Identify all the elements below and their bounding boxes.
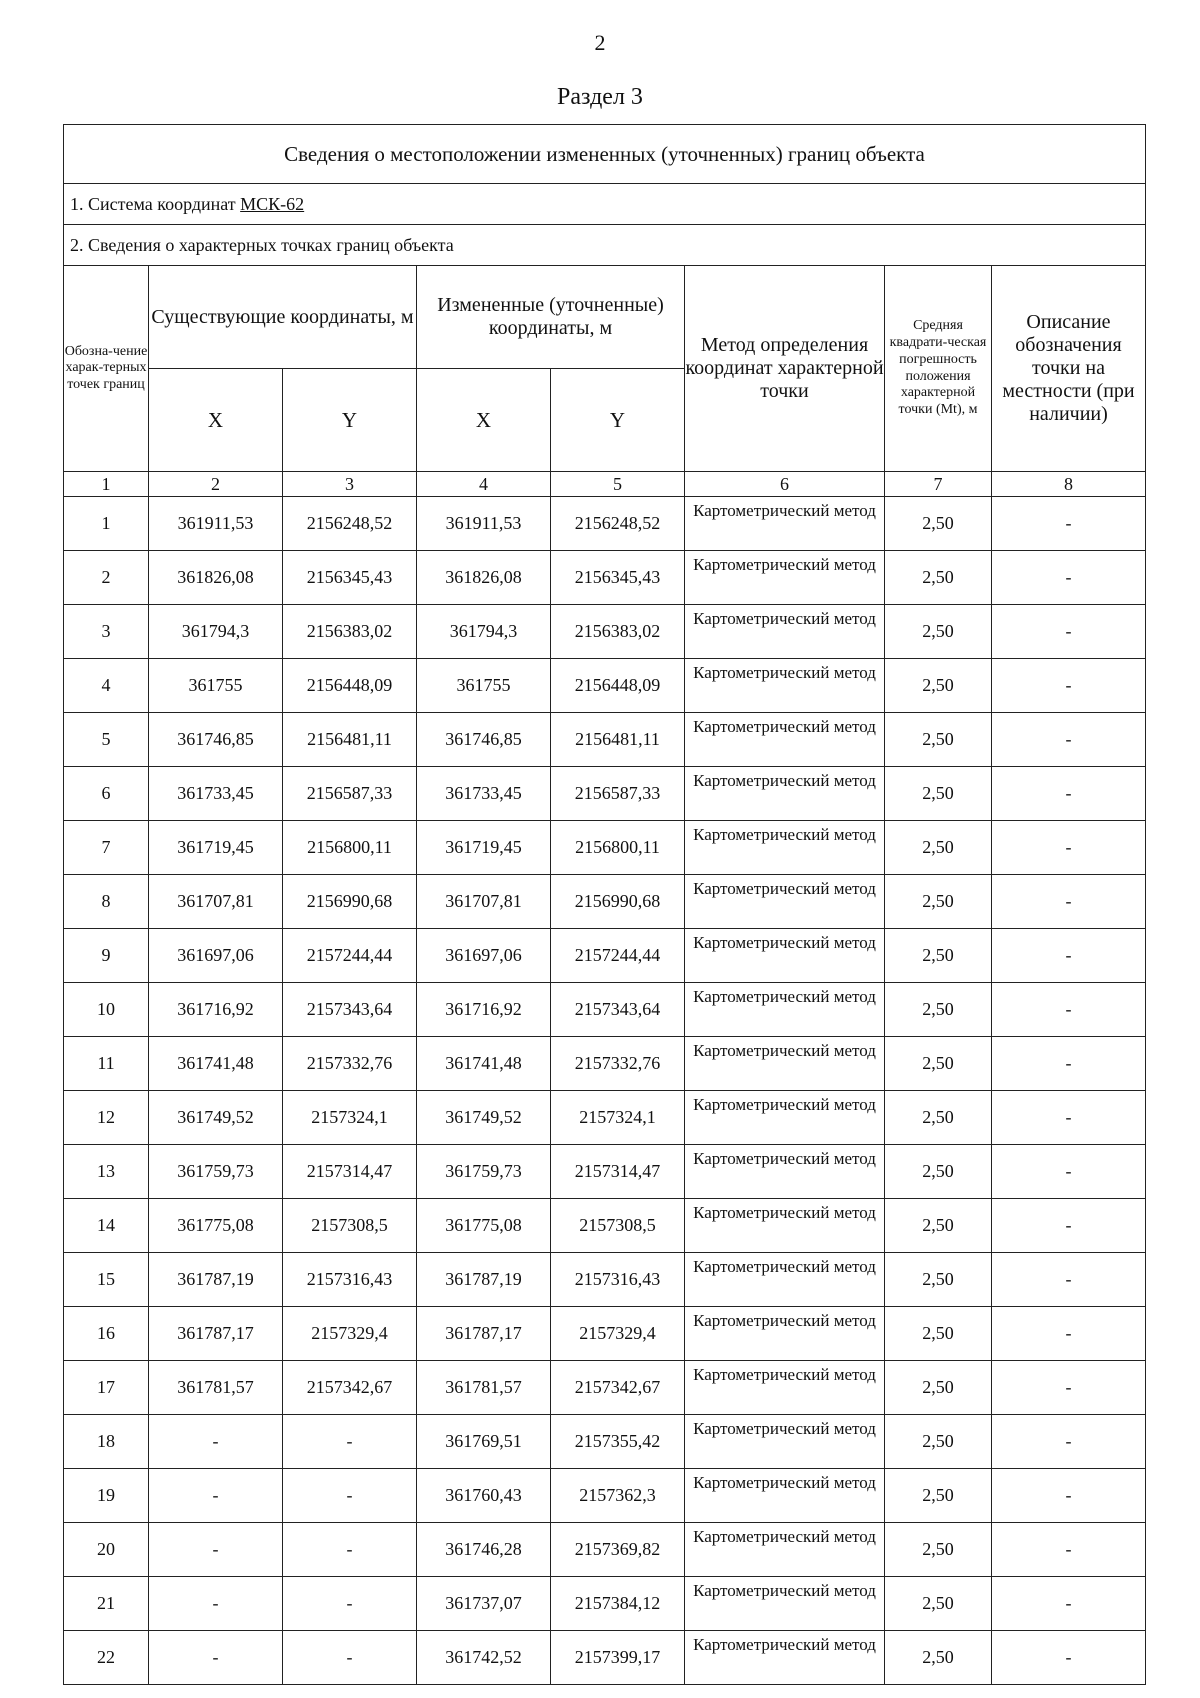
cell-mt: 2,50 [885, 1469, 992, 1523]
cell-point-id: 9 [64, 929, 149, 983]
cell-method: Картометрический метод [685, 875, 885, 929]
column-number: 4 [417, 472, 551, 497]
cell-point-id: 14 [64, 1199, 149, 1253]
section-title: Раздел 3 [557, 84, 643, 110]
table-row [64, 605, 1146, 659]
cell-mt: 2,50 [885, 1037, 992, 1091]
cell-changed-y: 2157314,47 [551, 1145, 685, 1199]
cell-existing-x: 361794,3 [149, 605, 283, 659]
cell-description: - [992, 1415, 1146, 1469]
cell-existing-x: 361733,45 [149, 767, 283, 821]
header-description: Описание обозначения точки на местности (при наличии) [992, 266, 1146, 472]
cell-changed-x: 361746,28 [417, 1523, 551, 1577]
cell-changed-y: 2156990,68 [551, 875, 685, 929]
cell-description: - [992, 929, 1146, 983]
cell-point-id: 6 [64, 767, 149, 821]
cell-existing-y: 2157316,43 [283, 1253, 417, 1307]
cell-existing-x: 361749,52 [149, 1091, 283, 1145]
header-designation: Обозна-чение харак-терных точек границ [64, 266, 149, 472]
cell-mt: 2,50 [885, 605, 992, 659]
cell-changed-y: 2156448,09 [551, 659, 685, 713]
cell-method: Картометрический метод [685, 551, 885, 605]
cell-existing-y: 2157308,5 [283, 1199, 417, 1253]
cell-changed-x: 361787,19 [417, 1253, 551, 1307]
cell-description: - [992, 1361, 1146, 1415]
cell-changed-y: 2157399,17 [551, 1631, 685, 1685]
cell-existing-x: 361775,08 [149, 1199, 283, 1253]
cell-changed-y: 2156383,02 [551, 605, 685, 659]
cell-point-id: 17 [64, 1361, 149, 1415]
cell-description: - [992, 1091, 1146, 1145]
cell-existing-x: 361741,48 [149, 1037, 283, 1091]
table-row [64, 1091, 1146, 1145]
cell-mt: 2,50 [885, 1199, 992, 1253]
cell-changed-x: 361826,08 [417, 551, 551, 605]
cell-method: Картометрический метод [685, 821, 885, 875]
coord-system-row [64, 184, 1146, 225]
page-number: 2 [594, 30, 606, 55]
coord-system-value: МСК-62 [240, 193, 305, 214]
cell-existing-x: - [149, 1631, 283, 1685]
cell-point-id: 19 [64, 1469, 149, 1523]
cell-description: - [992, 1145, 1146, 1199]
table-caption: Сведения о местоположении измененных (уточненных) границ объекта [64, 125, 1146, 184]
cell-existing-y: 2157324,1 [283, 1091, 417, 1145]
table-row [64, 983, 1146, 1037]
cell-changed-y: 2157308,5 [551, 1199, 685, 1253]
cell-changed-y: 2157324,1 [551, 1091, 685, 1145]
cell-existing-x: - [149, 1577, 283, 1631]
table-row [64, 929, 1146, 983]
cell-description: - [992, 767, 1146, 821]
cell-mt: 2,50 [885, 497, 992, 551]
cell-method: Картометрический метод [685, 1307, 885, 1361]
cell-existing-y: - [283, 1415, 417, 1469]
cell-method: Картометрический метод [685, 497, 885, 551]
cell-point-id: 15 [64, 1253, 149, 1307]
cell-existing-y: 2156345,43 [283, 551, 417, 605]
cell-changed-y: 2157343,64 [551, 983, 685, 1037]
cell-mt: 2,50 [885, 1145, 992, 1199]
cell-method: Картометрический метод [685, 1199, 885, 1253]
cell-mt: 2,50 [885, 551, 992, 605]
cell-point-id: 1 [64, 497, 149, 551]
table-row [64, 713, 1146, 767]
cell-existing-x: 361719,45 [149, 821, 283, 875]
cell-mt: 2,50 [885, 929, 992, 983]
cell-existing-y: - [283, 1631, 417, 1685]
cell-existing-x: 361759,73 [149, 1145, 283, 1199]
cell-description: - [992, 1199, 1146, 1253]
cell-mt: 2,50 [885, 1631, 992, 1685]
cell-existing-y: 2157342,67 [283, 1361, 417, 1415]
table-row [64, 1199, 1146, 1253]
cell-changed-y: 2157384,12 [551, 1577, 685, 1631]
cell-method: Картометрический метод [685, 1361, 885, 1415]
cell-description: - [992, 821, 1146, 875]
cell-changed-x: 361742,52 [417, 1631, 551, 1685]
cell-changed-x: 361775,08 [417, 1199, 551, 1253]
cell-method: Картометрический метод [685, 1145, 885, 1199]
table-row [64, 1631, 1146, 1685]
cell-existing-x: - [149, 1415, 283, 1469]
cell-existing-x: 361787,19 [149, 1253, 283, 1307]
cell-mt: 2,50 [885, 1307, 992, 1361]
cell-point-id: 18 [64, 1415, 149, 1469]
cell-changed-x: 361759,73 [417, 1145, 551, 1199]
cell-existing-y: 2156990,68 [283, 875, 417, 929]
cell-changed-y: 2157316,43 [551, 1253, 685, 1307]
cell-existing-x: 361911,53 [149, 497, 283, 551]
cell-changed-x: 361733,45 [417, 767, 551, 821]
cell-method: Картометрический метод [685, 713, 885, 767]
cell-point-id: 5 [64, 713, 149, 767]
cell-mt: 2,50 [885, 713, 992, 767]
cell-changed-x: 361787,17 [417, 1307, 551, 1361]
cell-description: - [992, 875, 1146, 929]
cell-changed-x: 361737,07 [417, 1577, 551, 1631]
table-row [64, 821, 1146, 875]
cell-mt: 2,50 [885, 1253, 992, 1307]
cell-description: - [992, 1469, 1146, 1523]
cell-changed-y: 2156481,11 [551, 713, 685, 767]
cell-existing-x: - [149, 1523, 283, 1577]
cell-changed-x: 361741,48 [417, 1037, 551, 1091]
cell-method: Картометрический метод [685, 1415, 885, 1469]
cell-point-id: 8 [64, 875, 149, 929]
cell-point-id: 3 [64, 605, 149, 659]
cell-changed-x: 361719,45 [417, 821, 551, 875]
cell-existing-x: 361746,85 [149, 713, 283, 767]
cell-point-id: 21 [64, 1577, 149, 1631]
table-row [64, 1469, 1146, 1523]
table-row [64, 1253, 1146, 1307]
cell-method: Картометрический метод [685, 1037, 885, 1091]
cell-method: Картометрический метод [685, 767, 885, 821]
cell-mt: 2,50 [885, 767, 992, 821]
cell-changed-y: 2157332,76 [551, 1037, 685, 1091]
cell-mt: 2,50 [885, 1091, 992, 1145]
cell-changed-x: 361746,85 [417, 713, 551, 767]
cell-changed-y: 2157342,67 [551, 1361, 685, 1415]
cell-changed-x: 361781,57 [417, 1361, 551, 1415]
cell-point-id: 7 [64, 821, 149, 875]
cell-point-id: 20 [64, 1523, 149, 1577]
cell-existing-y: 2156248,52 [283, 497, 417, 551]
cell-mt: 2,50 [885, 1523, 992, 1577]
cell-changed-y: 2156248,52 [551, 497, 685, 551]
cell-changed-x: 361769,51 [417, 1415, 551, 1469]
cell-method: Картометрический метод [685, 659, 885, 713]
table-row [64, 1037, 1146, 1091]
cell-existing-y: 2157244,44 [283, 929, 417, 983]
cell-description: - [992, 659, 1146, 713]
cell-existing-y: 2156448,09 [283, 659, 417, 713]
column-number: 6 [685, 472, 885, 497]
cell-method: Картометрический метод [685, 1631, 885, 1685]
cell-description: - [992, 1307, 1146, 1361]
table-row [64, 1523, 1146, 1577]
cell-method: Картометрический метод [685, 983, 885, 1037]
cell-changed-y: 2157244,44 [551, 929, 685, 983]
boundary-points-table [63, 124, 1146, 1685]
cell-changed-y: 2156345,43 [551, 551, 685, 605]
cell-description: - [992, 1523, 1146, 1577]
cell-existing-y: - [283, 1469, 417, 1523]
cell-method: Картометрический метод [685, 605, 885, 659]
column-number: 2 [149, 472, 283, 497]
cell-description: - [992, 1631, 1146, 1685]
cell-mt: 2,50 [885, 875, 992, 929]
cell-changed-y: 2157369,82 [551, 1523, 685, 1577]
cell-description: - [992, 713, 1146, 767]
cell-description: - [992, 551, 1146, 605]
cell-changed-x: 361749,52 [417, 1091, 551, 1145]
cell-changed-x: 361707,81 [417, 875, 551, 929]
cell-point-id: 4 [64, 659, 149, 713]
table-row [64, 1361, 1146, 1415]
cell-existing-y: - [283, 1523, 417, 1577]
cell-method: Картометрический метод [685, 1469, 885, 1523]
header-existing-y: Y [283, 369, 417, 472]
cell-description: - [992, 983, 1146, 1037]
points-info-row: 2. Сведения о характерных точках границ объекта [64, 225, 1146, 266]
cell-point-id: 22 [64, 1631, 149, 1685]
cell-mt: 2,50 [885, 1415, 992, 1469]
table-row [64, 1577, 1146, 1631]
header-mt: Средняя квадрати-ческая погрешность положения характерной точки (Mt), м [885, 266, 992, 472]
cell-point-id: 10 [64, 983, 149, 1037]
cell-method: Картометрический метод [685, 1577, 885, 1631]
column-number: 1 [64, 472, 149, 497]
cell-point-id: 13 [64, 1145, 149, 1199]
header-changed-y: Y [551, 369, 685, 472]
header-existing-coords: Существующие координаты, м [149, 266, 417, 369]
cell-method: Картометрический метод [685, 1253, 885, 1307]
cell-point-id: 2 [64, 551, 149, 605]
cell-changed-x: 361794,3 [417, 605, 551, 659]
cell-description: - [992, 497, 1146, 551]
cell-existing-y: 2156383,02 [283, 605, 417, 659]
cell-changed-x: 361755 [417, 659, 551, 713]
column-numbers-row [64, 472, 1146, 497]
table-row [64, 1307, 1146, 1361]
cell-existing-y: 2157314,47 [283, 1145, 417, 1199]
table-row [64, 659, 1146, 713]
cell-changed-x: 361760,43 [417, 1469, 551, 1523]
cell-existing-x: 361781,57 [149, 1361, 283, 1415]
column-number: 8 [992, 472, 1146, 497]
cell-mt: 2,50 [885, 1577, 992, 1631]
table-row [64, 1145, 1146, 1199]
cell-method: Картометрический метод [685, 1523, 885, 1577]
header-changed-coords: Измененные (уточненные) координаты, м [417, 266, 685, 369]
header-method: Метод определения координат характерной точки [685, 266, 885, 472]
cell-existing-y: 2157343,64 [283, 983, 417, 1037]
table-row [64, 497, 1146, 551]
cell-point-id: 16 [64, 1307, 149, 1361]
cell-changed-y: 2156800,11 [551, 821, 685, 875]
cell-existing-y: - [283, 1577, 417, 1631]
cell-point-id: 11 [64, 1037, 149, 1091]
cell-existing-y: 2156481,11 [283, 713, 417, 767]
cell-existing-x: 361755 [149, 659, 283, 713]
cell-description: - [992, 1577, 1146, 1631]
table-row [64, 551, 1146, 605]
cell-existing-x: 361707,81 [149, 875, 283, 929]
cell-changed-y: 2157355,42 [551, 1415, 685, 1469]
coord-system-label: 1. Система координат [70, 193, 236, 214]
cell-point-id: 12 [64, 1091, 149, 1145]
header-changed-x: X [417, 369, 551, 472]
cell-existing-y: 2157329,4 [283, 1307, 417, 1361]
cell-existing-x: 361787,17 [149, 1307, 283, 1361]
cell-changed-x: 361697,06 [417, 929, 551, 983]
cell-method: Картометрический метод [685, 1091, 885, 1145]
column-number: 3 [283, 472, 417, 497]
cell-changed-y: 2156587,33 [551, 767, 685, 821]
cell-existing-x: 361716,92 [149, 983, 283, 1037]
cell-changed-y: 2157362,3 [551, 1469, 685, 1523]
cell-existing-x: 361826,08 [149, 551, 283, 605]
cell-mt: 2,50 [885, 983, 992, 1037]
cell-existing-y: 2156800,11 [283, 821, 417, 875]
cell-existing-y: 2157332,76 [283, 1037, 417, 1091]
column-number: 7 [885, 472, 992, 497]
cell-mt: 2,50 [885, 821, 992, 875]
table-row [64, 767, 1146, 821]
table-row [64, 875, 1146, 929]
header-existing-x: X [149, 369, 283, 472]
cell-mt: 2,50 [885, 659, 992, 713]
cell-changed-y: 2157329,4 [551, 1307, 685, 1361]
cell-existing-y: 2156587,33 [283, 767, 417, 821]
cell-changed-x: 361716,92 [417, 983, 551, 1037]
column-number: 5 [551, 472, 685, 497]
cell-description: - [992, 605, 1146, 659]
cell-existing-x: 361697,06 [149, 929, 283, 983]
table-row [64, 1415, 1146, 1469]
cell-existing-x: - [149, 1469, 283, 1523]
cell-mt: 2,50 [885, 1361, 992, 1415]
cell-description: - [992, 1037, 1146, 1091]
cell-method: Картометрический метод [685, 929, 885, 983]
cell-changed-x: 361911,53 [417, 497, 551, 551]
cell-description: - [992, 1253, 1146, 1307]
